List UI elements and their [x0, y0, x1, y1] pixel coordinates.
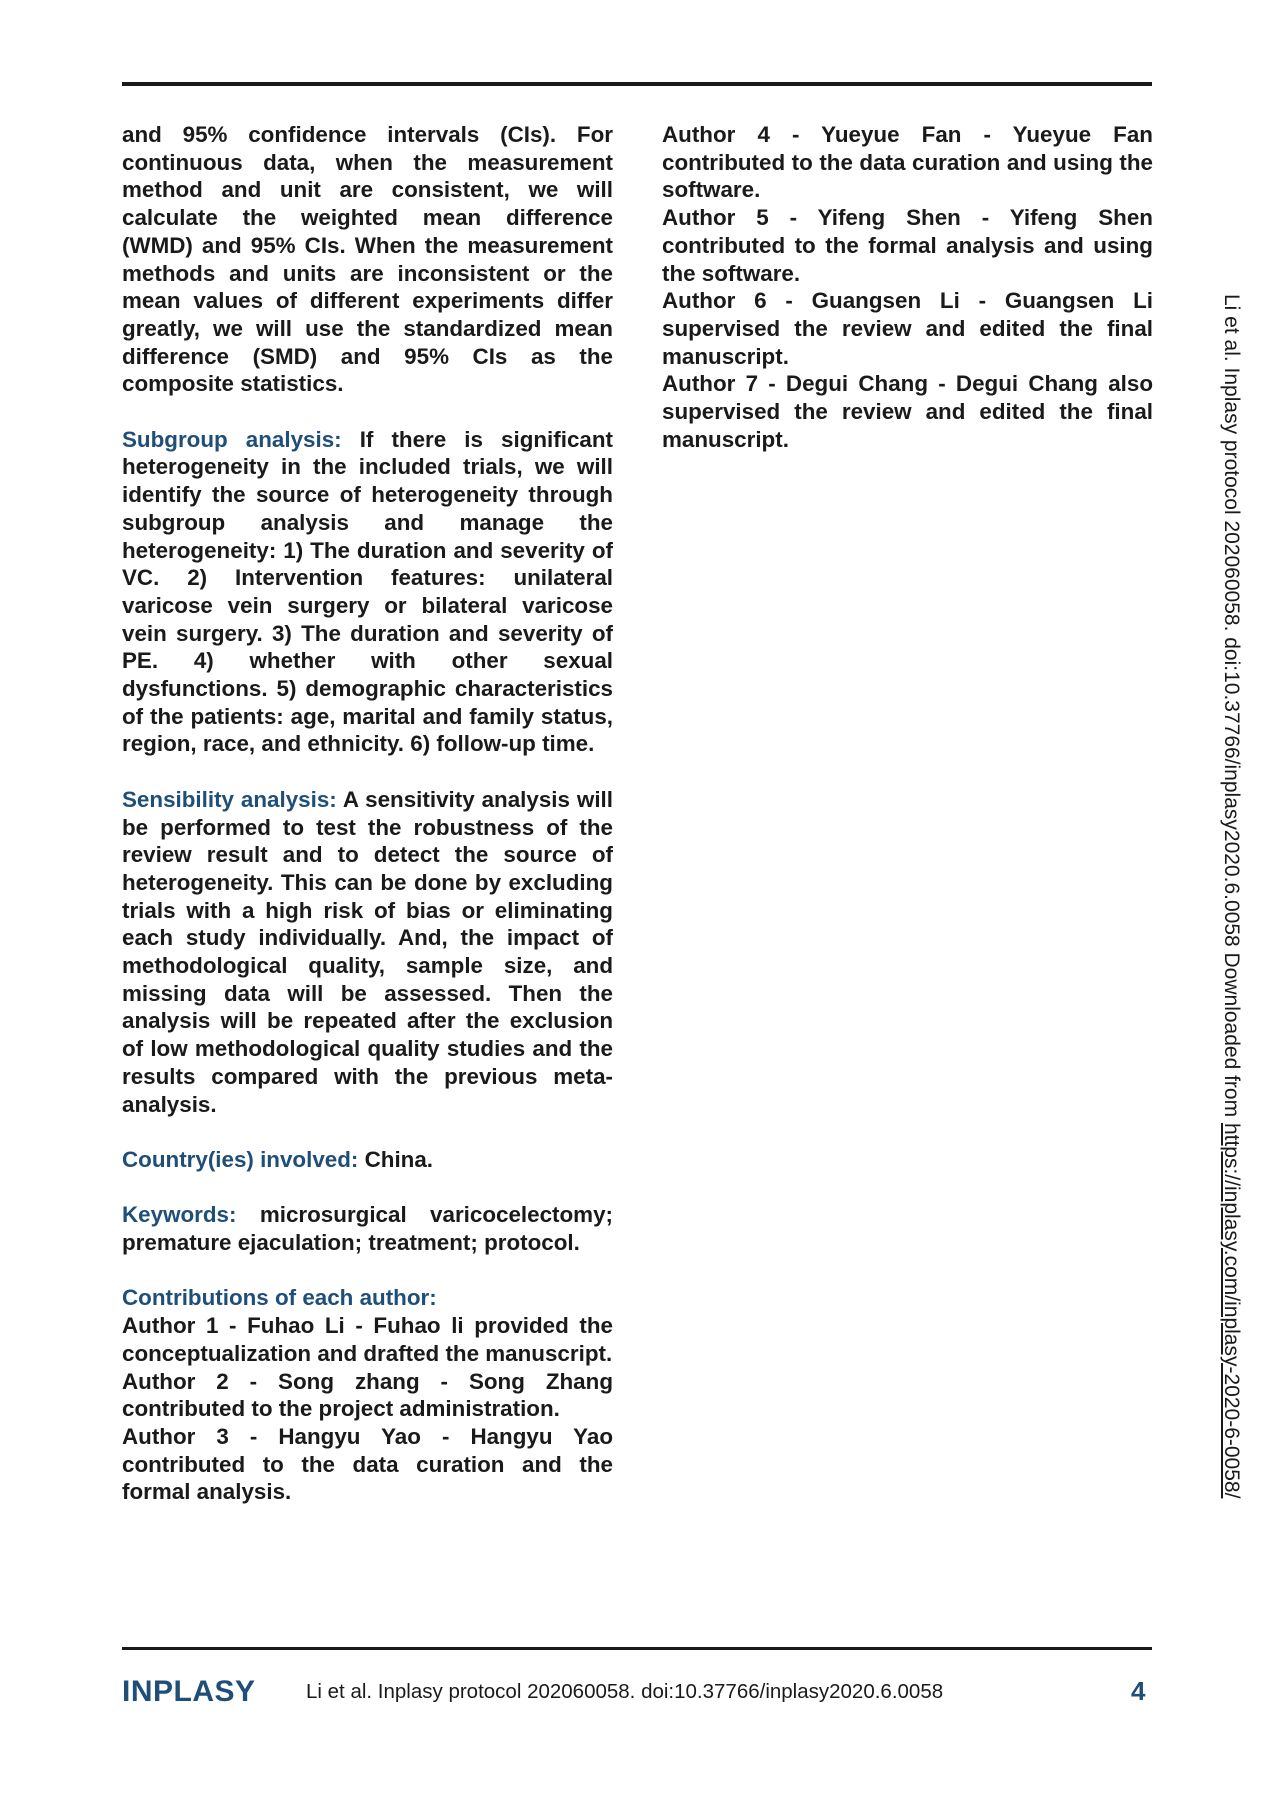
keywords-heading: Keywords:	[122, 1202, 237, 1228]
keywords-text: microsurgical varicocelectomy; premature ejaculation; treatment; protocol.	[122, 1202, 613, 1256]
side-download-note	[1219, 294, 1243, 1498]
author-contribution: Author 1 - Fuhao Li - Fuhao li provided the conceptualization and drafted the manuscript.	[122, 1313, 613, 1366]
contributions-continued	[662, 121, 1153, 453]
paragraph-keywords	[122, 1201, 613, 1256]
paragraph-subgroup-analysis	[122, 426, 613, 758]
author-contribution: Author 7 - Degui Chang - Degui Chang also supervised the review and edited the final manuscript.	[662, 371, 1153, 452]
country-heading: Country(ies) involved:	[122, 1146, 359, 1172]
left-column	[122, 121, 613, 1506]
bottom-rule	[122, 1647, 1152, 1650]
paragraph-country	[122, 1146, 613, 1174]
sensibility-heading: Sensibility analysis:	[122, 786, 337, 812]
contributions-heading: Contributions of each author:	[122, 1285, 437, 1311]
author-contribution: Author 2 - Song zhang - Song Zhang contributed to the project administration.	[122, 1368, 613, 1422]
top-rule	[122, 82, 1152, 86]
author-contribution: Author 6 - Guangsen Li - Guangsen Li supervised the review and edited the final manuscript.	[662, 288, 1153, 369]
author-contribution: Author 4 - Yueyue Fan - Yueyue Fan contributed to the data curation and using the software.	[662, 122, 1153, 203]
sensibility-text: A sensitivity analysis will be performed to test the robustness of the review result and to detect the source of heterogeneity. This can be done by excluding trials with a high risk of bias or eliminating each study individually. And, the impact of methodological quality, sample size, and missing data will be assessed. Then the analysis will be repeated after the exclusion of low methodological quality studies and the results compared with the previous meta-analysis.	[122, 786, 613, 1117]
right-column	[662, 121, 1153, 453]
footer-citation: Li et al. Inplasy protocol 202060058. doi:10.37766/inplasy2020.6.0058	[306, 1680, 944, 1703]
subgroup-heading: Subgroup analysis:	[122, 426, 342, 452]
paragraph-sensibility-analysis	[122, 786, 613, 1118]
page-number: 4	[1131, 1676, 1146, 1706]
contributions-section	[122, 1284, 613, 1506]
author-contribution: Author 5 - Yifeng Shen - Yifeng Shen contributed to the formal analysis and using the software.	[662, 205, 1153, 286]
author-contribution: Author 3 - Hangyu Yao - Hangyu Yao contributed to the data curation and the formal analysis.	[122, 1423, 613, 1505]
side-note-text: Li et al. Inplasy protocol 202060058. doi:10.37766/inplasy2020.6.0058 Downloaded from	[1220, 294, 1243, 1123]
country-text: China.	[358, 1146, 434, 1172]
footer-brand-logo: INPLASY	[122, 1675, 256, 1708]
subgroup-text: If there is significant heterogeneity in the included trials, we will identify the source of heterogeneity through subgroup analysis and manage the heterogeneity: 1) The duration and severity of VC. 2) Intervention features: unilateral varicose vein surgery or bilateral varicose vein surgery. 3) The duration and severity of PE. 4) whether with other sexual dysfunctions. 5) demographic characteristics of the patients: age, marital and family status, region, race, and ethnicity. 6) follow-up time.	[122, 426, 613, 757]
side-note-link[interactable]: https://inplasy.com/inplasy-2020-6-0058/	[1220, 1122, 1243, 1499]
paragraph-effect-measures: and 95% confidence intervals (CIs). For continuous data, when the measurement method and unit are consistent, we will calculate the weighted mean difference (WMD) and 95% CIs. When the measurement methods and units are inconsistent or the mean values of different experiments differ greatly, we will use the standardized mean difference (SMD) and 95% CIs as the composite statistics.	[122, 122, 613, 397]
